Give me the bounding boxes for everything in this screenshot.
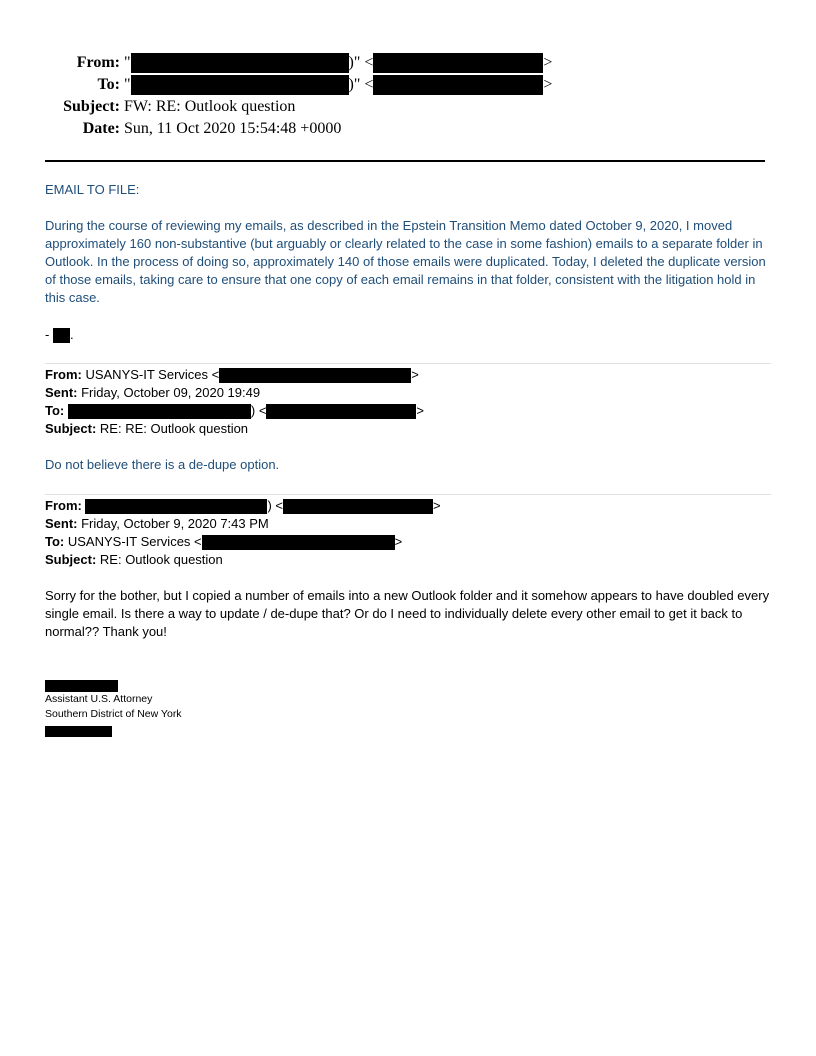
header-to-row — [0, 74, 816, 96]
email1-sent: Sent: Friday, October 09, 2020 19:49 — [45, 385, 261, 400]
email1-body: Do not believe there is a de-dupe option. — [45, 457, 280, 472]
redaction-box — [53, 328, 70, 343]
header-date-row — [0, 118, 816, 140]
redaction-box — [131, 53, 349, 73]
note-heading: EMAIL TO FILE: — [45, 182, 140, 197]
email1-to: To: ) < > — [45, 403, 425, 418]
email2-sent: Sent: Friday, October 9, 2020 7:43 PM — [45, 516, 269, 531]
header-subject-row — [0, 96, 816, 118]
redaction-box — [202, 535, 395, 550]
redaction-box — [85, 499, 267, 514]
header-to-label: To: — [97, 76, 120, 93]
message-separator — [45, 494, 771, 495]
header-date-label: Date: — [82, 120, 120, 137]
redaction-box — [45, 726, 112, 737]
header-from-value: " )" < > — [124, 52, 552, 74]
redaction-box — [283, 499, 433, 514]
email1-subject: Subject: RE: RE: Outlook question — [45, 421, 249, 436]
email1-from: From: USANYS-IT Services < > — [45, 367, 419, 382]
header-divider — [45, 160, 765, 162]
redaction-box — [266, 404, 416, 419]
redaction-box — [373, 75, 543, 95]
redaction-box — [219, 368, 411, 383]
header-to-value: " )" < > — [124, 74, 552, 96]
email2-subject: Subject: RE: Outlook question — [45, 552, 223, 567]
email2-to: To: USANYS-IT Services < > — [45, 534, 403, 549]
redaction-box — [68, 404, 251, 419]
signature-title: Assistant U.S. Attorney — [45, 693, 153, 705]
redaction-box — [373, 53, 543, 73]
note-body: During the course of reviewing my emails, as described in the Epstein Transition Memo dated October 9, 2020, I moved approximately 160 non-substantive (but arguably or clearly related to the case in some fashion) emails to a separate folder in Outlook. In the process of doing so, approximately 140 of those emails were duplicated. Today, I deleted the duplicate version of those emails, taking care to ensure that one copy of each email remains in that folder, consistent with the litigation hold in this case. — [45, 218, 766, 305]
message-separator — [45, 363, 771, 364]
note-signoff: - . — [45, 327, 74, 342]
header-subject-label: Subject: — [63, 98, 120, 115]
signature-office: Southern District of New York — [45, 708, 182, 720]
redaction-box — [45, 680, 118, 692]
header-subject-value: FW: RE: Outlook question — [124, 98, 296, 115]
redaction-box — [131, 75, 349, 95]
header-date-value: Sun, 11 Oct 2020 15:54:48 +0000 — [124, 120, 342, 137]
email2-body: Sorry for the bother, but I copied a number of emails into a new Outlook folder and it somehow appears to have doubled every single email. Is there a way to update / de-dupe that? Or do I need to individually delete every other email to get it back to normal?? Thank you! — [45, 588, 770, 639]
header-from-label: From: — [76, 54, 120, 71]
header-from-row — [0, 52, 816, 74]
email2-from: From: ) < > — [45, 498, 441, 513]
